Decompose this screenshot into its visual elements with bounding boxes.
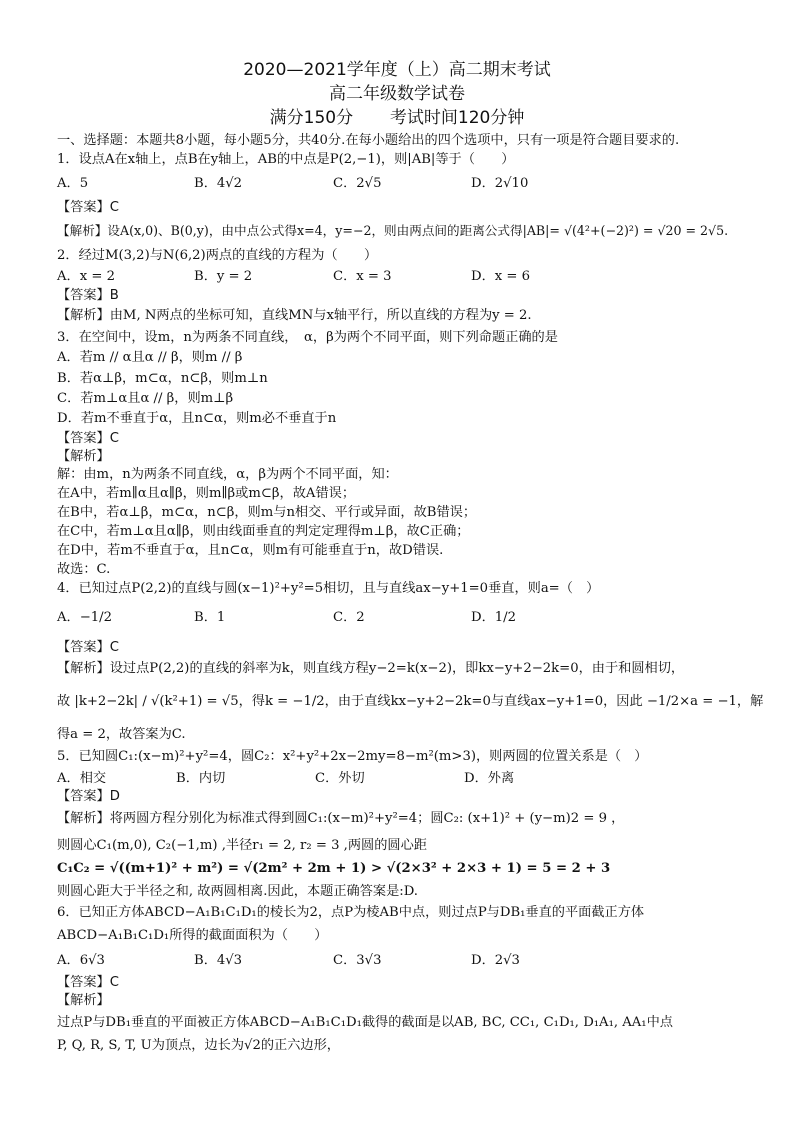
q5-option-d: D．外离 [464, 771, 515, 786]
q3-analysis-line: 在D中，若m不垂直于α，且n⊂α，则m有可能垂直于n，故D错误. [57, 543, 444, 558]
full-score: 满分150分 [269, 108, 354, 128]
q4-analysis-line: 【解析】设过点P(2,2)的直线的斜率为k，则直线方程y−2=k(x−2)，即kx−y+2−2k=0，由于和圆相切， [57, 661, 685, 676]
question-4-stem: 4．已知过点P(2,2)的直线与圆(x−1)²+y²=5相切，且与直线ax−y+1=0垂直，则a=（ ） [57, 581, 600, 596]
q2-option-b: B．y = 2 [194, 269, 253, 284]
q4-option-b: B．1 [194, 610, 226, 625]
q5-analysis-line: 则圆心C₁(m,0), C₂(−1,m) ,半径r₁ = 2, r₂ = 3 ,两圆的圆心距 [57, 838, 427, 853]
question-5-stem: 5．已知圆C₁:(x−m)²+y²=4，圆C₂：x²+y²+2x−2my=8−m²(m>3)，则两圆的位置关系是（ ） [57, 749, 648, 764]
q6-analysis-label: 【解析】 [57, 993, 110, 1008]
q5-option-b: B．内切 [176, 771, 226, 786]
q2-option-a: A．x = 2 [57, 269, 115, 284]
q3-analysis-line: 在C中，若m⊥α且α∥β，则由线面垂直的判定定理得m⊥β，故C正确； [57, 524, 470, 539]
q5-answer: 【答案】D [57, 789, 120, 804]
q3-option-c: C．若m⊥α且α // β，则m⊥β [57, 391, 234, 406]
exam-time: 考试时间120分钟 [389, 108, 525, 128]
q4-analysis-line: 故 |k+2−2k| / √(k²+1) = √5，得k = −1/2，由于直线kx−y+2−2k=0与直线ax−y+1=0，因此 −1/2×a = −1，解 [57, 694, 764, 709]
q6-option-b: B．4√3 [194, 953, 243, 968]
q3-answer: 【答案】C [57, 431, 119, 446]
question-6-stem: 6．已知正方体ABCD−A₁B₁C₁D₁的棱长为2，点P为棱AB中点，则过点P与DB₁垂直的平面截正方体 [57, 905, 645, 920]
q6-answer: 【答案】C [57, 975, 119, 990]
q3-analysis-line: 解：由m，n为两条不同直线，α，β为两个不同平面，知： [57, 467, 398, 482]
q3-option-d: D．若m不垂直于α，且n⊂α，则m必不垂直于n [57, 411, 337, 426]
q4-analysis-line: 得a = 2，故答案为C. [57, 727, 186, 742]
q5-option-a: A．相交 [57, 771, 107, 786]
q1-answer: 【答案】C [57, 200, 119, 215]
q3-analysis-line: 在A中，若m∥α且α∥β，则m∥β或m⊂β，故A错误； [57, 486, 356, 501]
question-6-stem: ABCD−A₁B₁C₁D₁所得的截面面积为（ ） [57, 928, 328, 943]
q3-option-b: B．若α⊥β，m⊂α，n⊂β，则m⊥n [57, 371, 268, 386]
q1-option-d: D．2√10 [471, 176, 529, 191]
q6-option-d: D．2√3 [471, 953, 520, 968]
q1-analysis: 【解析】设A(x,0)、B(0,y)，由中点公式得x=4，y=−2，则由两点间的距离公式得|AB|= √(4²+(−2)²) = √20 = 2√5. [57, 223, 729, 238]
q6-option-c: C．3√3 [333, 953, 382, 968]
q2-option-c: C．x = 3 [333, 269, 392, 284]
q3-option-a: A．若m // α且α // β，则m // β [57, 350, 243, 365]
q6-option-a: A．6√3 [57, 953, 105, 968]
question-2-stem: 2．经过M(3,2)与N(6,2)两点的直线的方程为（ ） [57, 248, 378, 263]
q6-analysis-line: P, Q, R, S, T, U为顶点，边长为√2的正六边形， [57, 1038, 340, 1053]
exam-subtitle: 高二年级数学试卷 [329, 84, 465, 104]
section-heading: 一、选择题：本题共8小题，每小题5分，共40分.在每小题给出的四个选项中，只有一项是符合题目要求的. [57, 133, 680, 148]
q4-option-a: A．−1/2 [57, 610, 112, 625]
question-1-stem: 1．设点A在x轴上，点B在y轴上，AB的中点是P(2,−1)，则|AB|等于（ ） [57, 152, 515, 167]
q2-answer: 【答案】B [57, 288, 119, 303]
q2-analysis: 【解析】由M, N两点的坐标可知，直线MN与x轴平行，所以直线的方程为y = 2. [57, 308, 532, 323]
q3-analysis-line: 故选：C. [57, 562, 111, 577]
q3-analysis-label: 【解析】 [57, 449, 110, 464]
q1-option-a: A．5 [57, 176, 89, 191]
q5-analysis-line: C₁C₂ = √((m+1)² + m²) = √(2m² + 2m + 1) > √(2×3² + 2×3 + 1) = 5 = 2 + 3 [57, 861, 611, 876]
q4-option-d: D．1/2 [471, 610, 516, 625]
q1-option-b: B．4√2 [194, 176, 243, 191]
exam-title: 2020—2021学年度（上）高二期末考试 [243, 60, 551, 80]
q5-analysis-line: 【解析】将两圆方程分别化为标准式得到圆C₁:(x−m)²+y²=4；圆C₂: (x+1)² + (y−m)2 = 9 ， [57, 811, 625, 826]
q4-option-c: C．2 [333, 610, 365, 625]
question-3-stem: 3．在空间中，设m，n为两条不同直线， α，β为两个不同平面，则下列命题正确的是 [57, 330, 558, 345]
q3-analysis-line: 在B中，若α⊥β，m⊂α，n⊂β，则m与n相交、平行或异面，故B错误； [57, 505, 477, 520]
exam-meta [0, 108, 794, 128]
q1-option-c: C．2√5 [333, 176, 382, 191]
q4-answer: 【答案】C [57, 640, 119, 655]
q5-analysis-line: 则圆心距大于半径之和, 故两圆相离.因此，本题正确答案是:D. [57, 884, 418, 899]
q6-analysis-line: 过点P与DB₁垂直的平面被正方体ABCD−A₁B₁C₁D₁截得的截面是以AB, BC, CC₁, C₁D₁, D₁A₁, AA₁中点 [57, 1015, 673, 1030]
q5-option-c: C．外切 [315, 771, 365, 786]
q2-option-d: D．x = 6 [471, 269, 531, 284]
